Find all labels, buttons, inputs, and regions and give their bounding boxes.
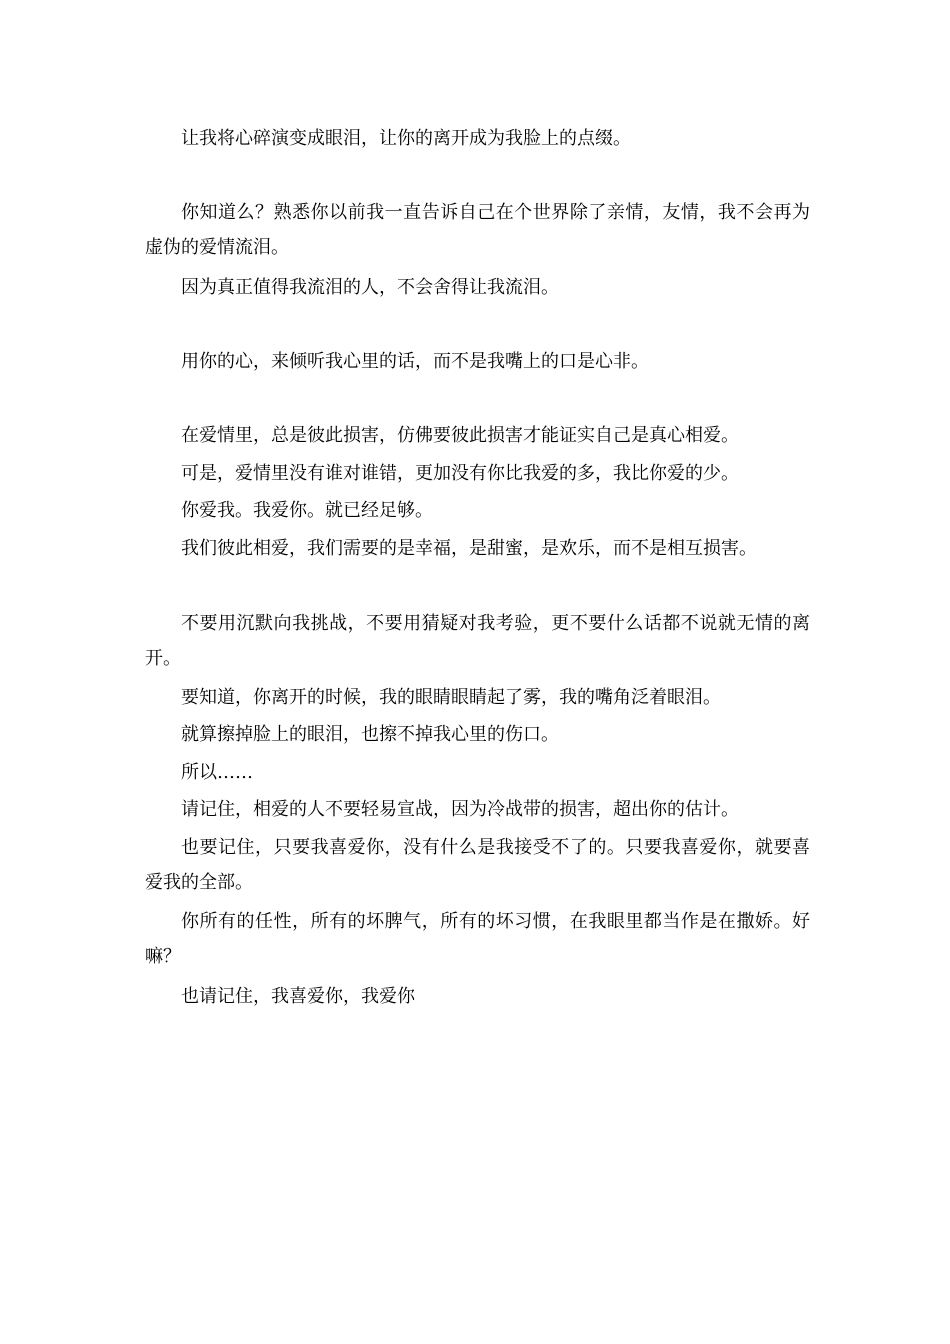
paragraph-8: 我们彼此相爱，我们需要的是幸福，是甜蜜，是欢乐，而不是相互损害。 bbox=[181, 538, 757, 559]
paragraph-1: 让我将心碎演变成眼泪，让你的离开成为我脸上的点缀。 bbox=[181, 128, 631, 149]
paragraph-10: 要知道，你离开的时候，我的眼睛眼睛起了雾，我的嘴角泛着眼泪。 bbox=[181, 687, 721, 708]
paragraph-13: 请记住，相爱的人不要轻易宣战，因为冷战带的损害，超出你的估计。 bbox=[181, 799, 739, 820]
paragraph-6: 可是，爱情里没有谁对谁错，更加没有你比我爱的多，我比你爱的少。 bbox=[181, 463, 739, 484]
paragraph-4: 用你的心，来倾听我心里的话，而不是我嘴上的口是心非。 bbox=[181, 351, 649, 372]
paragraph-7: 你爱我。我爱你。就已经足够。 bbox=[181, 500, 433, 521]
paragraph-12: 所以…… bbox=[181, 762, 253, 783]
paragraph-15: 你所有的任性，所有的坏脾气，所有的坏习惯，在我眼里都当作是在撒娇。好嘛？ bbox=[145, 911, 810, 967]
paragraph-3: 因为真正值得我流泪的人，不会舍得让我流泪。 bbox=[181, 277, 559, 298]
paragraph-9: 不要用沉默向我挑战，不要用猜疑对我考验，更不要什么话都不说就无情的离开。 bbox=[145, 613, 810, 669]
paragraph-16: 也请记住，我喜爱你，我爱你 bbox=[181, 986, 415, 1007]
paragraph-14: 也要记住，只要我喜爱你，没有什么是我接受不了的。只要我喜爱你，就要喜爱我的全部。 bbox=[145, 837, 810, 893]
paragraph-11: 就算擦掉脸上的眼泪，也擦不掉我心里的伤口。 bbox=[181, 724, 559, 745]
paragraph-5: 在爱情里，总是彼此损害，仿佛要彼此损害才能证实自己是真心相爱。 bbox=[181, 425, 739, 446]
paragraph-2: 你知道么？熟悉你以前我一直告诉自己在个世界除了亲情，友情，我不会再为虚伪的爱情流泪。 bbox=[145, 202, 810, 258]
